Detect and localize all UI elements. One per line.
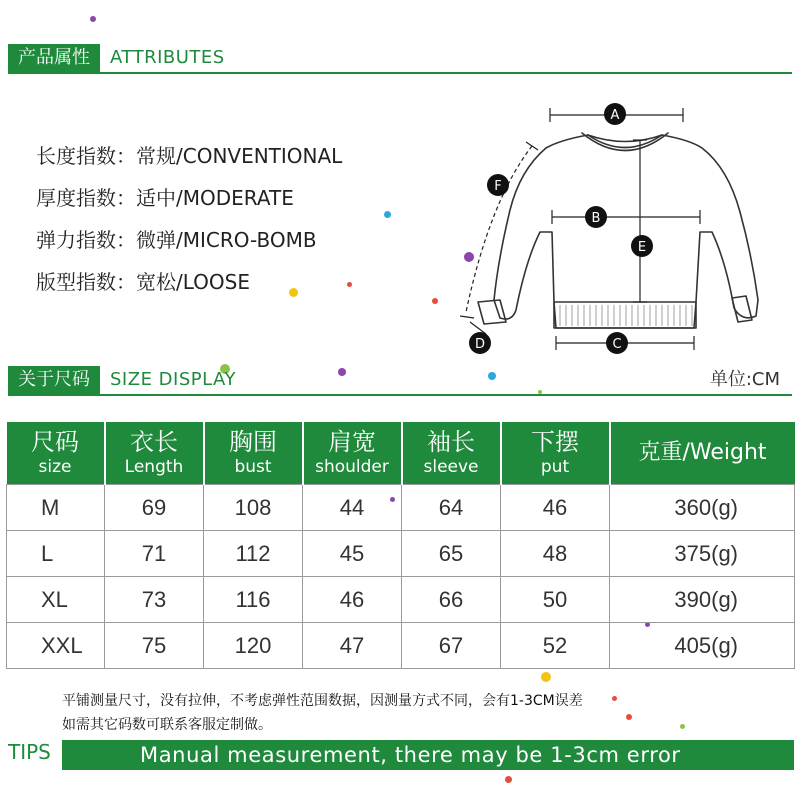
column-header-zh: 肩宽 bbox=[328, 428, 376, 456]
column-header-size bbox=[7, 422, 105, 485]
column-header-bust bbox=[204, 422, 303, 485]
column-header-en: shoulder bbox=[315, 457, 389, 477]
column-header-en: put bbox=[540, 457, 570, 477]
table-cell-put: 46 bbox=[501, 485, 610, 531]
table-cell-shoulder: 47 bbox=[303, 623, 402, 669]
table-cell-bust: 116 bbox=[204, 577, 303, 623]
table-cell-bust: 120 bbox=[204, 623, 303, 669]
decor-dot bbox=[680, 724, 685, 729]
column-header-shoulder bbox=[303, 422, 402, 485]
attribute-colon: ： bbox=[116, 228, 136, 252]
decor-dot bbox=[541, 672, 551, 682]
table-cell-weight: 405(g) bbox=[610, 623, 795, 669]
table-cell-bust: 112 bbox=[204, 531, 303, 577]
table-cell-shoulder: 46 bbox=[303, 577, 402, 623]
table-cell-length: 75 bbox=[105, 623, 204, 669]
column-header-en: bust bbox=[234, 457, 272, 477]
column-header-length bbox=[105, 422, 204, 485]
measurement-note: 平铺测量尺寸，没有拉伸，不考虑弹性范围数据，因测量方式不同，会有1-3CM误差 bbox=[62, 693, 583, 709]
size-header-zh: 关于尺码 bbox=[8, 366, 100, 394]
table-cell-length: 71 bbox=[105, 531, 204, 577]
attribute-label: 弹力指数 bbox=[36, 228, 116, 252]
column-header-put bbox=[501, 422, 610, 485]
diagram-label-e: E bbox=[637, 240, 647, 255]
table-cell-sleeve: 64 bbox=[402, 485, 501, 531]
table-cell-weight: 375(g) bbox=[610, 531, 795, 577]
unit-label: 单位:CM bbox=[709, 369, 780, 390]
decor-dot bbox=[626, 714, 632, 720]
column-header-zh: 衣长 bbox=[130, 428, 178, 456]
table-cell-sleeve: 67 bbox=[402, 623, 501, 669]
table-cell-put: 50 bbox=[501, 577, 610, 623]
table-cell-size: M bbox=[7, 485, 105, 531]
table-cell-shoulder: 44 bbox=[303, 485, 402, 531]
attribute-label: 厚度指数 bbox=[36, 186, 116, 210]
table-row bbox=[7, 623, 795, 669]
table-cell-bust: 108 bbox=[204, 485, 303, 531]
decor-dot bbox=[505, 776, 512, 783]
column-header-zh: 袖长 bbox=[427, 428, 475, 456]
attribute-list bbox=[36, 140, 436, 308]
decor-dot bbox=[612, 696, 617, 701]
table-cell-weight: 360(g) bbox=[610, 485, 795, 531]
attributes-header bbox=[8, 44, 792, 72]
table-row bbox=[7, 577, 795, 623]
attributes-header-en: ATTRIBUTES bbox=[110, 47, 225, 68]
column-header-sleeve bbox=[402, 422, 501, 485]
size-header-en: SIZE DISPLAY bbox=[110, 369, 236, 390]
tips-bar: Manual measurement, there may be 1-3cm error bbox=[62, 740, 794, 770]
table-cell-size: XL bbox=[7, 577, 105, 623]
column-header-zh: 下摆 bbox=[531, 428, 579, 456]
header-rule bbox=[8, 394, 792, 396]
column-header-en: size bbox=[38, 457, 72, 477]
table-cell-length: 69 bbox=[105, 485, 204, 531]
diagram-label-b: B bbox=[591, 211, 601, 226]
custom-size-note: 如需其它码数可联系客服定制做。 bbox=[62, 717, 272, 733]
table-cell-put: 52 bbox=[501, 623, 610, 669]
size-display-header bbox=[8, 366, 792, 394]
column-header-zh: 胸围 bbox=[229, 428, 277, 456]
diagram-label-c: C bbox=[612, 337, 622, 352]
diagram-label-a: A bbox=[610, 108, 620, 123]
size-table bbox=[6, 422, 795, 669]
attribute-value: 宽松/LOOSE bbox=[136, 270, 250, 294]
attribute-fit bbox=[36, 266, 436, 308]
attribute-label: 长度指数 bbox=[36, 144, 116, 168]
attribute-thickness bbox=[36, 182, 436, 224]
attribute-colon: ： bbox=[116, 144, 136, 168]
attribute-label: 版型指数 bbox=[36, 270, 116, 294]
attribute-value: 常规/CONVENTIONAL bbox=[136, 144, 343, 168]
column-header-zh: 克重/Weight bbox=[638, 440, 767, 465]
table-cell-shoulder: 45 bbox=[303, 531, 402, 577]
table-cell-size: XXL bbox=[7, 623, 105, 669]
attribute-length bbox=[36, 140, 436, 182]
sweatshirt-diagram bbox=[450, 95, 760, 360]
attribute-value: 适中/MODERATE bbox=[136, 186, 294, 210]
table-cell-sleeve: 65 bbox=[402, 531, 501, 577]
attribute-value: 微弹/MICRO-BOMB bbox=[136, 228, 317, 252]
table-row bbox=[7, 485, 795, 531]
attribute-elasticity bbox=[36, 224, 436, 266]
header-rule bbox=[8, 72, 792, 74]
table-cell-sleeve: 66 bbox=[402, 577, 501, 623]
column-header-en: Length bbox=[124, 457, 184, 477]
attributes-header-zh: 产品属性 bbox=[8, 44, 100, 72]
column-header-weight bbox=[610, 422, 795, 485]
decor-dot bbox=[90, 16, 96, 22]
table-row bbox=[7, 531, 795, 577]
attribute-colon: ： bbox=[116, 270, 136, 294]
table-cell-put: 48 bbox=[501, 531, 610, 577]
diagram-label-f: F bbox=[494, 179, 502, 194]
diagram-label-d: D bbox=[474, 337, 486, 352]
table-cell-weight: 390(g) bbox=[610, 577, 795, 623]
tips-label: TIPS bbox=[8, 740, 51, 764]
table-cell-length: 73 bbox=[105, 577, 204, 623]
table-cell-size: L bbox=[7, 531, 105, 577]
column-header-zh: 尺码 bbox=[31, 428, 79, 456]
table-header-row bbox=[7, 422, 795, 485]
attribute-colon: ： bbox=[116, 186, 136, 210]
column-header-en: sleeve bbox=[423, 457, 479, 477]
